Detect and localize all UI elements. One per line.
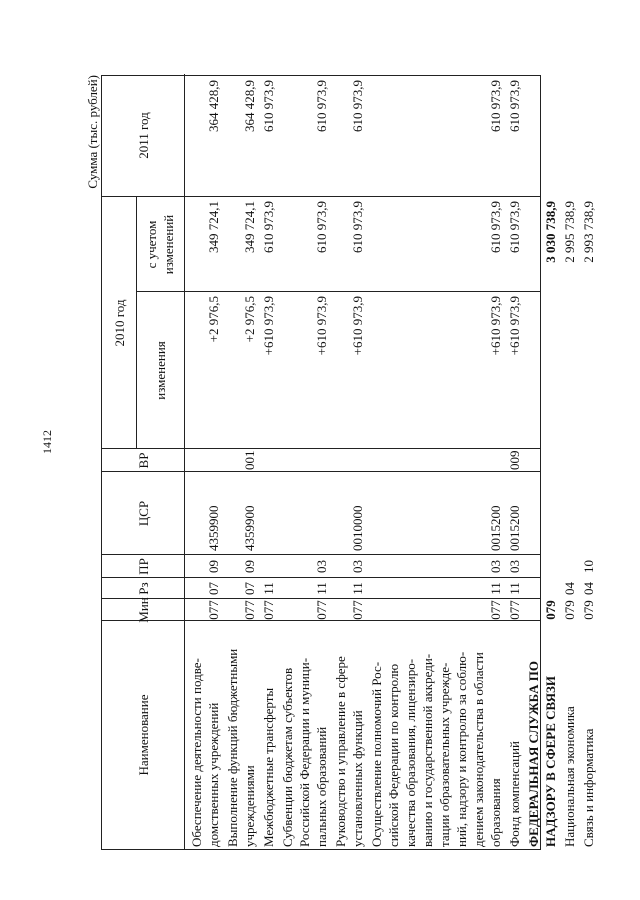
row-name-line: установленных функций [350,710,365,847]
row-min: 077 [488,600,503,620]
row-changes: +610 973,9 [488,296,503,356]
row-changes: +2 976,5 [206,296,221,343]
row-name-line: Выполнение функций бюджетными [225,648,240,847]
header-name: Наименование [135,694,151,776]
row-with-changes: 3 030 738,9 [543,201,558,263]
header-changes: изменения [152,341,168,400]
row-min: 077 [507,600,522,620]
row-name [525,621,559,847]
row-with-changes: 2 993 738,9 [581,201,596,263]
row-min: 077 [206,600,221,620]
row-pr: 03 [507,560,522,573]
row-pr: 03 [488,560,503,573]
row-pr: 09 [206,560,221,573]
row-y2011: 610 973,9 [488,80,503,132]
row-name-line: образования [488,778,503,847]
row-min: 079 [581,600,596,620]
row-csr: 0010000 [350,505,365,551]
budget-table [101,75,596,850]
row-pr: 10 [581,560,596,573]
row-y2011: 610 973,9 [507,80,522,132]
row-y2011: 364 428,9 [242,80,257,132]
row-name-line: Связь и информатика [581,728,596,847]
row-name [506,621,523,847]
row-changes: +610 973,9 [261,296,276,356]
row-rz: 04 [562,582,577,595]
row-rz: 11 [261,582,276,595]
row-with-changes: 2 995 738,9 [562,201,577,263]
row-min: 077 [350,600,365,620]
row-csr: 0015200 [488,505,503,551]
row-rz: 11 [314,582,329,595]
row-with-changes: 349 724,1 [206,201,221,253]
row-min: 077 [242,600,257,620]
page-number: 1412 [40,430,54,454]
row-changes: +2 976,5 [242,296,257,343]
row-with-changes: 610 973,9 [507,201,522,253]
row-with-changes: 349 724,1 [242,201,257,253]
row-name-line: Осуществление полномочий Рос- [369,661,384,847]
row-name-line: Руководство и управление в сфере [333,656,348,847]
row-name-line: учреждениями [242,765,257,847]
row-pr: 03 [314,560,329,573]
header-vr: ВР [135,452,151,469]
header-year-2010: 2010 год [111,299,127,347]
row-with-changes: 610 973,9 [488,201,503,253]
row-changes: +610 973,9 [350,296,365,356]
row-name [561,621,578,847]
row-name-line: ФЕДЕРАЛЬНАЯ СЛУЖБА ПО [526,661,541,847]
row-name [279,621,330,847]
row-rz: 11 [507,582,522,595]
row-name [368,621,504,847]
header-with-changes: с учетом изменений [144,214,176,275]
row-min: 079 [562,600,577,620]
header-min: Мин [135,597,151,623]
row-name [224,621,258,847]
row-name [260,621,277,847]
row-csr: 4359900 [242,505,257,551]
row-y2011: 364 428,9 [206,80,221,132]
row-changes: +610 973,9 [314,296,329,356]
row-rz: 07 [206,582,221,595]
row-with-changes: 610 973,9 [261,201,276,253]
unit-caption: Сумма (тыс. рублей) [85,75,100,189]
row-name-line: Национальная экономика [562,706,577,847]
row-name [188,621,222,847]
row-name-line: Субвенции бюджетам субъектов [280,667,295,847]
row-name-line: Обеспечение деятельности подве- [189,658,204,847]
header-pr: ПР [135,558,151,575]
row-name-line: пальных образований [314,726,329,847]
row-name-line: ний, надзору и контролю за соблю- [454,651,469,847]
header-rz: Рз [135,582,151,595]
row-rz: 11 [488,582,503,595]
column-divider [136,291,540,292]
row-name-line: качества образования, лицензиро- [403,658,418,847]
header-bottom-line [184,74,185,849]
row-changes: +610 973,9 [507,296,522,356]
row-rz: 04 [581,582,596,595]
row-name-line: дением законодательства в области [471,652,486,847]
header-csr: ЦСР [135,500,151,527]
row-name-line: Фонд компенсаций [507,741,522,847]
row-rz: 11 [350,582,365,595]
row-rz: 07 [242,582,257,595]
row-name-line: Российской Федерации и муници- [297,657,312,847]
row-with-changes: 610 973,9 [314,201,329,253]
header-year-2011: 2011 год [135,112,151,159]
row-min: 077 [314,600,329,620]
row-with-changes: 610 973,9 [350,201,365,253]
row-y2011: 610 973,9 [314,80,329,132]
row-name-line: сийской Федерации по контролю [386,663,401,847]
row-name-line: ванию и государственной аккреди- [420,653,435,847]
row-y2011: 610 973,9 [261,80,276,132]
row-csr: 4359900 [206,505,221,551]
row-vr: 001 [242,450,257,470]
row-csr: 0015200 [507,505,522,551]
row-pr: 09 [242,560,257,573]
row-min: 077 [261,600,276,620]
row-name [580,621,597,847]
row-name-line: домственных учреждений [206,702,221,847]
row-name [332,621,366,847]
row-y2011: 610 973,9 [350,80,365,132]
row-name-line: Межбюджетные трансферты [261,687,276,847]
row-vr: 009 [507,450,522,470]
row-name-line: тации образовательных учрежде- [437,662,452,847]
row-pr: 03 [350,560,365,573]
row-name-line: НАДЗОРУ В СФЕРЕ СВЯЗИ [543,676,558,847]
row-min: 079 [543,600,558,620]
